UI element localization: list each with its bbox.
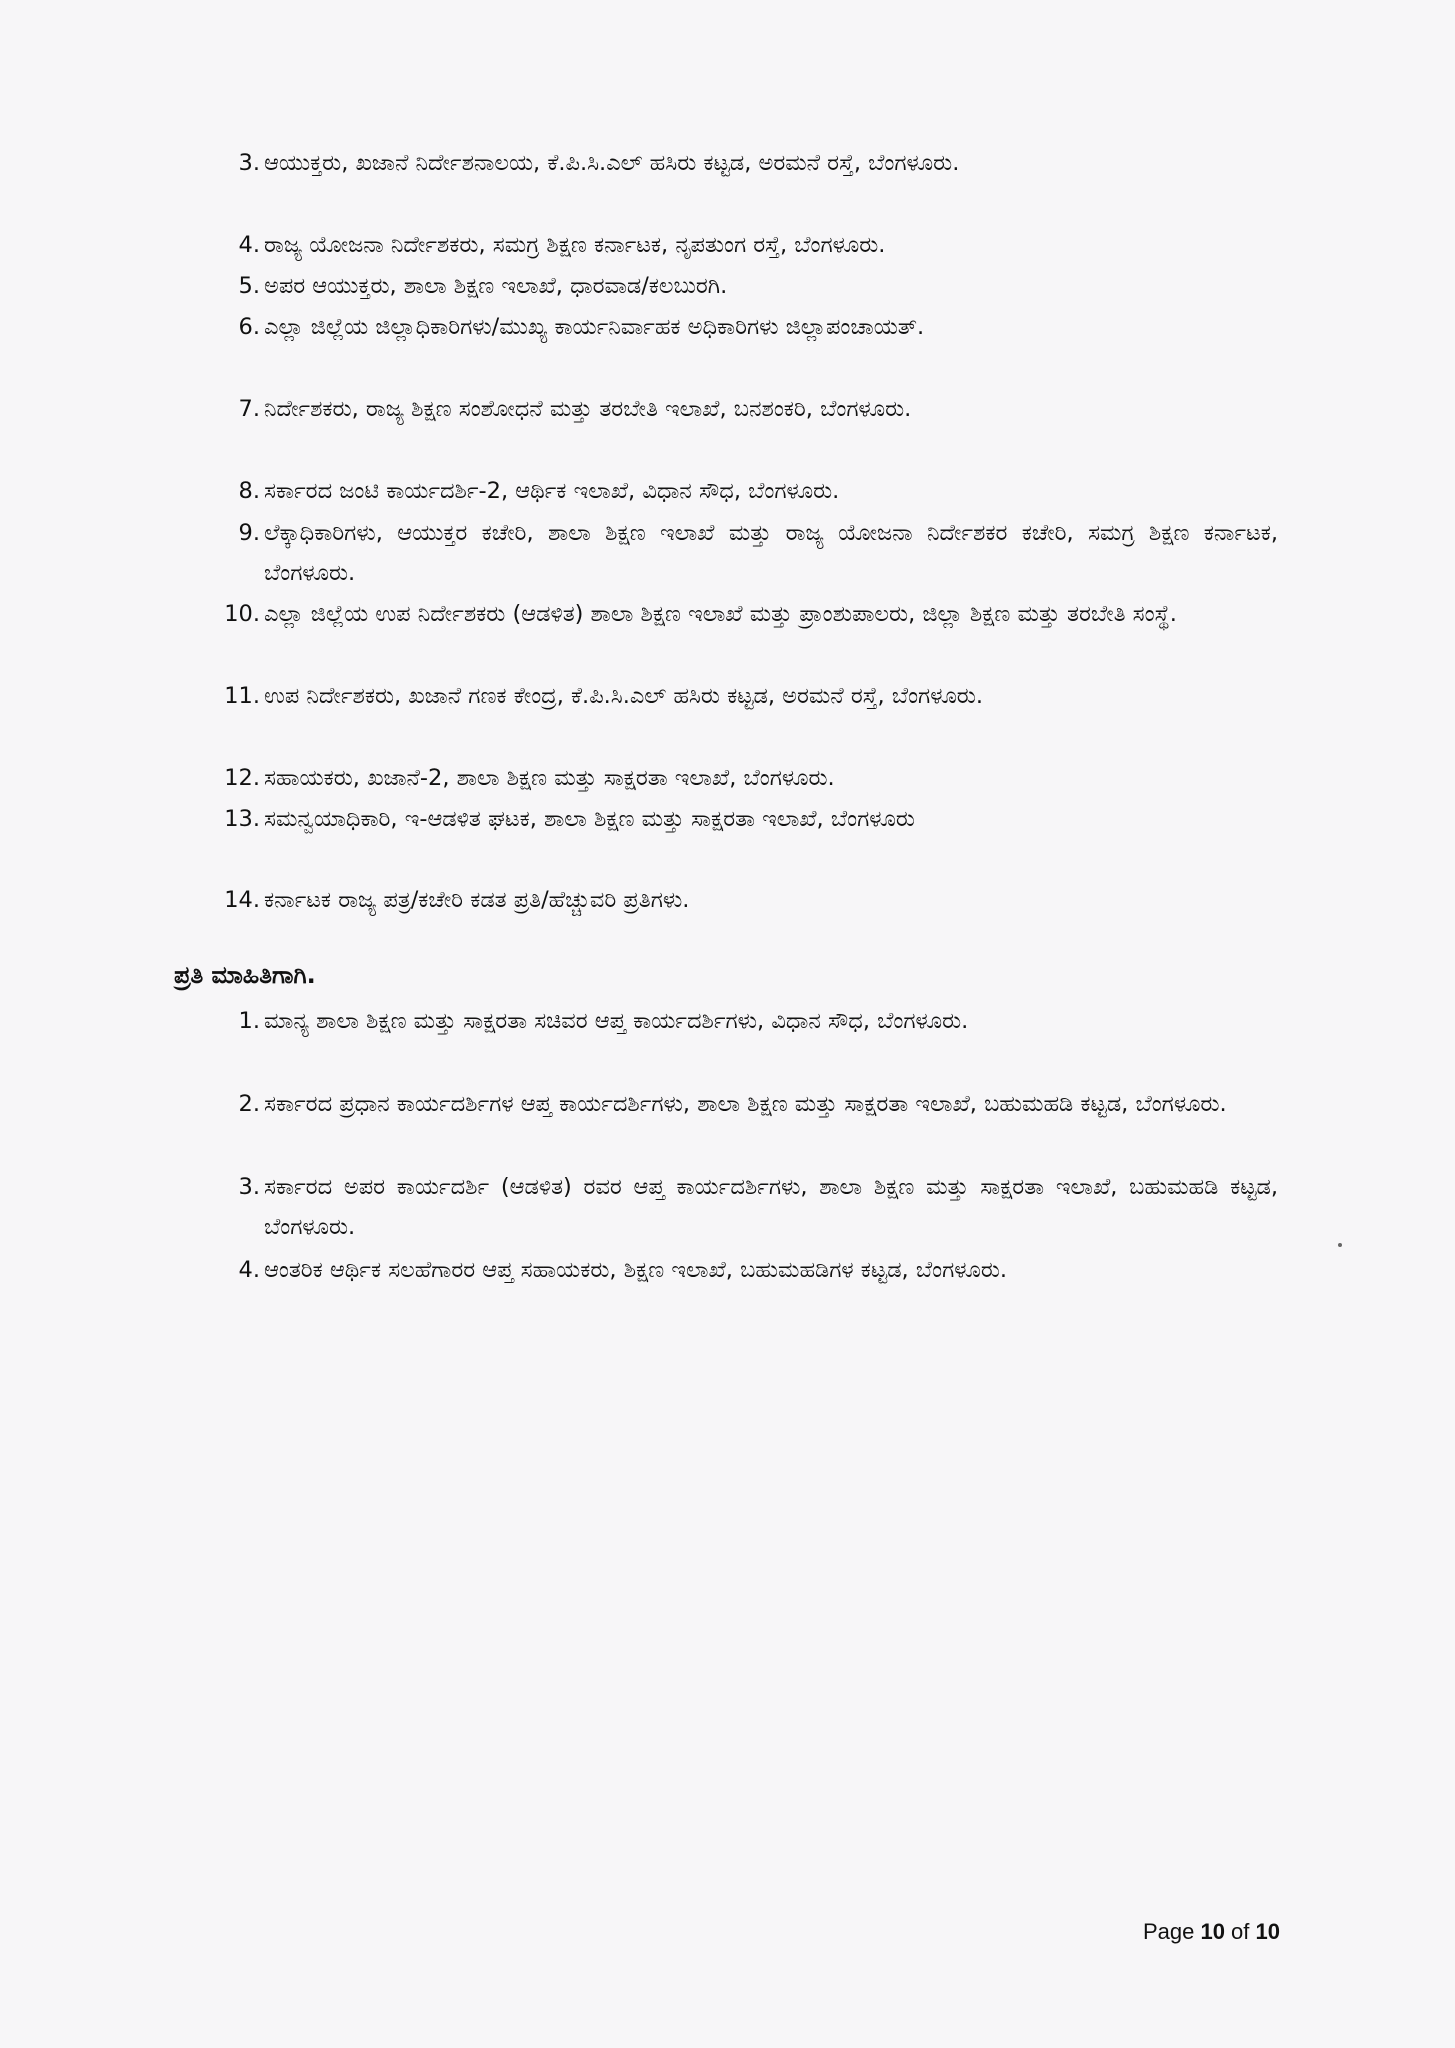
page-footer: [1080, 1917, 1280, 1947]
item-text: ರಾಜ್ಯ ಯೋಜನಾ ನಿರ್ದೇಶಕರು, ಸಮಗ್ರ ಶಿಕ್ಷಣ ಕರ್ನಾಟಕ, ನೃಪತುಂಗ ರಸ್ತೆ, ಬೆಂಗಳೂರು.: [264, 232, 886, 258]
item-text: ಆಂತರಿಕ ಆರ್ಥಿಕ ಸಲಹೆಗಾರರ ಆಪ್ತ ಸಹಾಯಕರು, ಶಿಕ್ಷಣ ಇಲಾಖೆ, ಬಹುಮಹಡಿಗಳ ಕಟ್ಟಡ, ಬೆಂಗಳೂರು.: [264, 1257, 1008, 1283]
item-text: ಸರ್ಕಾರದ ಅಪರ ಕಾರ್ಯದರ್ಶಿ (ಆಡಳಿತ) ರವರ ಆಪ್ತ ಕಾರ್ಯದರ್ಶಿಗಳು, ಶಾಲಾ ಶಿಕ್ಷಣ ಮತ್ತು ಸಾಕ್ಷರತಾ ಇಲಾಖೆ, ಬಹುಮಹಡಿ ಕಟ್ಟಡ, ಬೆಂಗಳೂರು.: [264, 1174, 1278, 1240]
item-number: 12.: [224, 765, 260, 791]
item-text: ಆಯುಕ್ತರು, ಖಜಾನೆ ನಿರ್ದೇಶನಾಲಯ, ಕೆ.ಪಿ.ಸಿ.ಎಲ್ ಹಸಿರು ಕಟ್ಟಡ, ಅರಮನೆ ರಸ್ತೆ, ಬೆಂಗಳೂರು.: [264, 150, 960, 176]
item-number: 3.: [238, 1174, 260, 1200]
footer-middle: of: [1224, 1919, 1256, 1944]
item-text: ಮಾನ್ಯ ಶಾಲಾ ಶಿಕ್ಷಣ ಮತ್ತು ಸಾಕ್ಷರತಾ ಸಚಿವರ ಆಪ್ತ ಕಾರ್ಯದರ್ಶಿಗಳು, ವಿಧಾನ ಸೌಧ, ಬೆಂಗಳೂರು.: [264, 1008, 969, 1034]
stray-mark: [1338, 1243, 1342, 1247]
item-number: 10.: [224, 601, 260, 627]
footer-prefix: Page: [1142, 1919, 1201, 1944]
item-number: 9.: [238, 520, 260, 546]
item-number: 6.: [238, 314, 260, 340]
item-number: 4.: [238, 1257, 260, 1283]
item-number: 2.: [238, 1091, 260, 1117]
item-number: 14.: [224, 887, 260, 913]
item-text: ಸರ್ಕಾರದ ಜಂಟಿ ಕಾರ್ಯದರ್ಶಿ-2, ಆರ್ಥಿಕ ಇಲಾಖೆ, ವಿಧಾನ ಸೌಧ, ಬೆಂಗಳೂರು.: [264, 478, 840, 504]
item-text: ಸಮನ್ವಯಾಧಿಕಾರಿ, ಇ-ಆಡಳಿತ ಘಟಕ, ಶಾಲಾ ಶಿಕ್ಷಣ ಮತ್ತು ಸಾಕ್ಷರತಾ ಇಲಾಖೆ, ಬೆಂಗಳೂರು: [264, 806, 915, 832]
item-number: 4.: [238, 232, 260, 258]
copy-section-title: ಪ್ರತಿ ಮಾಹಿತಿಗಾಗಿ.: [174, 961, 316, 989]
item-number: 1.: [238, 1008, 260, 1034]
item-text: ನಿರ್ದೇಶಕರು, ರಾಜ್ಯ ಶಿಕ್ಷಣ ಸಂಶೋಧನೆ ಮತ್ತು ತರಬೇತಿ ಇಲಾಖೆ, ಬನಶಂಕರಿ, ಬೆಂಗಳೂರು.: [264, 396, 912, 422]
item-number: 5.: [238, 273, 260, 299]
item-text: ಲೆಕ್ಕಾಧಿಕಾರಿಗಳು, ಆಯುಕ್ತರ ಕಚೇರಿ, ಶಾಲಾ ಶಿಕ್ಷಣ ಇಲಾಖೆ ಮತ್ತು ರಾಜ್ಯ ಯೋಜನಾ ನಿರ್ದೇಶಕರ ಕಚೇರಿ, ಸಮಗ್ರ ಶಿಕ್ಷಣ ಕರ್ನಾಟಕ, ಬೆಂಗಳೂರು.: [264, 520, 1278, 586]
item-text: ಕರ್ನಾಟಕ ರಾಜ್ಯ ಪತ್ರ/ಕಚೇರಿ ಕಡತ ಪ್ರತಿ/ಹೆಚ್ಚುವರಿ ಪ್ರತಿಗಳು.: [264, 887, 690, 913]
item-number: 7.: [238, 396, 260, 422]
item-text: ಸರ್ಕಾರದ ಪ್ರಧಾನ ಕಾರ್ಯದರ್ಶಿಗಳ ಆಪ್ತ ಕಾರ್ಯದರ್ಶಿಗಳು, ಶಾಲಾ ಶಿಕ್ಷಣ ಮತ್ತು ಸಾಕ್ಷರತಾ ಇಲಾಖೆ, ಬಹುಮಹಡಿ ಕಟ್ಟಡ, ಬೆಂಗಳೂರು.: [264, 1091, 1227, 1117]
item-number: 3.: [238, 150, 260, 176]
item-number: 8.: [238, 478, 260, 504]
footer-total-pages: 10: [1255, 1919, 1280, 1944]
item-number: 11.: [224, 683, 260, 709]
item-text: ಉಪ ನಿರ್ದೇಶಕರು, ಖಜಾನೆ ಗಣಕ ಕೇಂದ್ರ, ಕೆ.ಪಿ.ಸಿ.ಎಲ್ ಹಸಿರು ಕಟ್ಟಡ, ಅರಮನೆ ರಸ್ತೆ, ಬೆಂಗಳೂರು.: [264, 683, 984, 709]
item-text: ಸಹಾಯಕರು, ಖಜಾನೆ-2, ಶಾಲಾ ಶಿಕ್ಷಣ ಮತ್ತು ಸಾಕ್ಷರತಾ ಇಲಾಖೆ, ಬೆಂಗಳೂರು.: [264, 765, 835, 791]
item-number: 13.: [224, 806, 260, 832]
item-text: ಎಲ್ಲಾ ಜಿಲ್ಲೆಯ ಉಪ ನಿರ್ದೇಶಕರು (ಆಡಳಿತ) ಶಾಲಾ ಶಿಕ್ಷಣ ಇಲಾಖೆ ಮತ್ತು ಪ್ರಾಂಶುಪಾಲರು, ಜಿಲ್ಲಾ ಶಿಕ್ಷಣ ಮತ್ತು ತರಬೇತಿ ಸಂಸ್ಥೆ.: [264, 601, 1177, 627]
footer-current-page: 10: [1200, 1919, 1225, 1944]
item-text: ಅಪರ ಆಯುಕ್ತರು, ಶಾಲಾ ಶಿಕ್ಷಣ ಇಲಾಖೆ, ಧಾರವಾಡ/ಕಲಬುರಗಿ.: [264, 273, 728, 299]
item-text: ಎಲ್ಲಾ ಜಿಲ್ಲೆಯ ಜಿಲ್ಲಾಧಿಕಾರಿಗಳು/ಮುಖ್ಯ ಕಾರ್ಯನಿರ್ವಾಹಕ ಅಧಿಕಾರಿಗಳು ಜಿಲ್ಲಾಪಂಚಾಯತ್.: [264, 314, 925, 340]
